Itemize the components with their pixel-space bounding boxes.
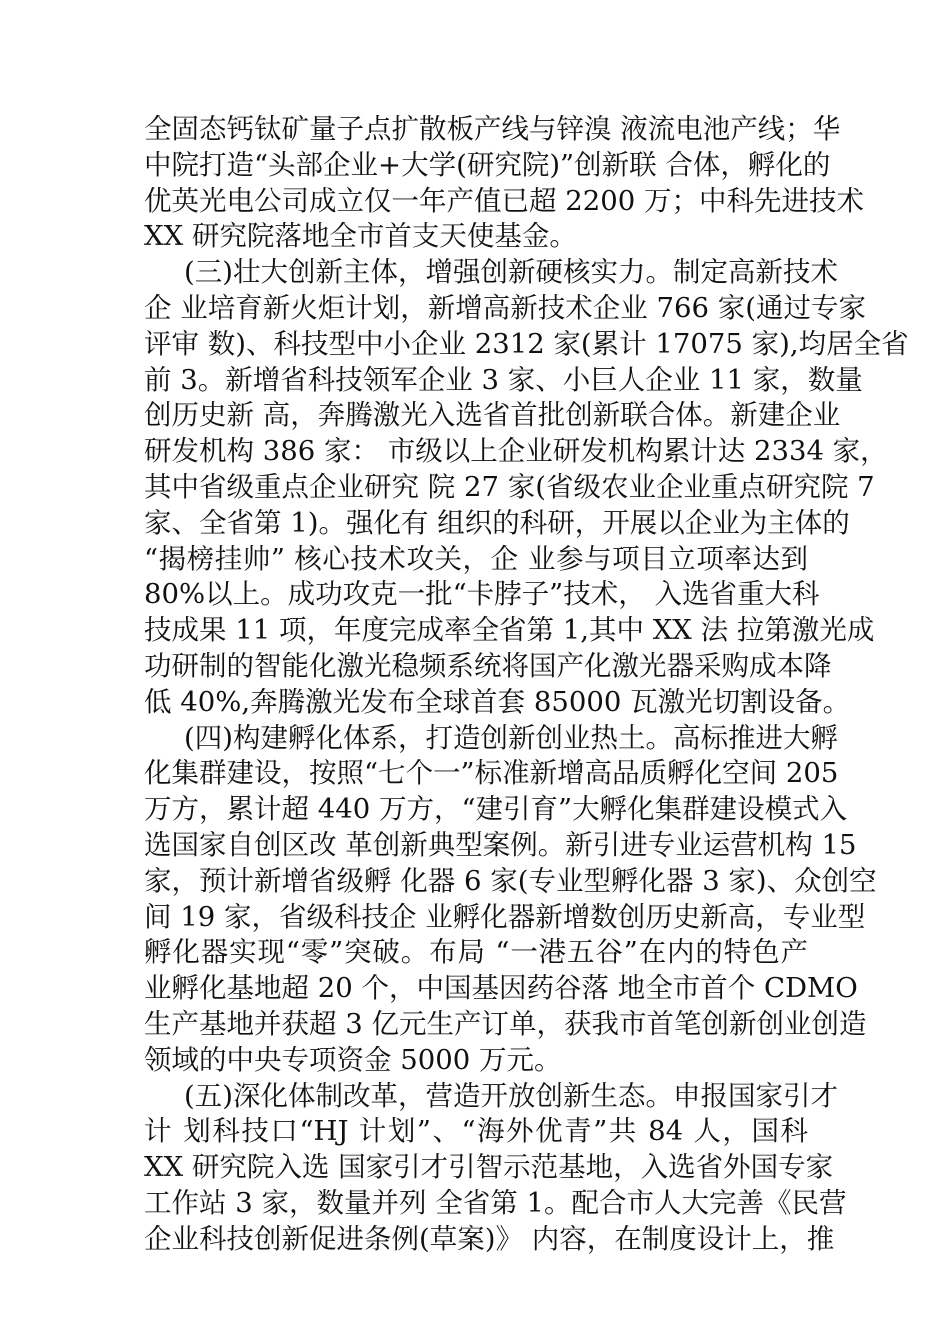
text-line: 中院打造“头部企业+大学(研究院)”创新联 合体，孵化的 [144,148,831,181]
text-line: 生产基地并获超 3 亿元生产订单，获我市首笔创新创业创造 [144,1007,867,1040]
text-line: 间 19 家，省级科技企 业孵化器新增数创历史新高，专业型 [144,900,866,933]
text-line: 评审 数)、科技型中小企业 2312 家(累计 17075 家),均居全省 [144,327,909,360]
text-line: (五)深化体制改革，营造开放创新生态。申报国家引才 [184,1079,838,1112]
text-line: (四)构建孵化体系，打造创新创业热土。高标推进大孵 [184,721,838,754]
text-line: 企业科技创新促进条例(草案)》 内容，在制度设计上，推 [144,1222,835,1255]
text-line: 其中省级重点企业研究 院 27 家(省级农业企业重点研究院 7 [144,470,875,503]
text-line: 领域的中央专项资金 5000 万元。 [144,1043,562,1076]
text-line: 家、全省第 1)。强化有 组织的科研，开展以企业为主体的 [144,506,850,539]
text-line: 前 3。新增省科技领军企业 3 家、小巨人企业 11 家，数量 [144,363,863,396]
text-line: 计 划科技口“HJ 计划”、“海外优青”共 84 人，国科 [144,1115,808,1148]
text-line: “揭榜挂帅” 核心技术攻关，企 业参与项目立项率达到 [144,542,808,575]
text-line: (三)壮大创新主体，增强创新硬核实力。制定高新技术 [184,256,838,289]
text-line: 全固态钙钛矿量子点扩散板产线与锌溴 液流电池产线；华 [144,113,841,145]
text-line: 技成果 11 项，年度完成率全省第 1,其中 XX 法 拉第激光成 [144,614,875,647]
text-line: 企 业培育新火炬计划，新增高新技术企业 766 家(通过专家 [144,291,866,324]
text-line: 选国家自创区改 革创新典型案例。新引进专业运营机构 15 [144,828,857,861]
text-line: XX 研究院入选 国家引才引智示范基地，入选省外国专家 [144,1151,834,1184]
text-line: 孵化器实现“零”突破。布局 “一港五谷”在内的特色产 [144,936,808,969]
text-line: 业孵化基地超 20 个，中国基因药谷落 地全市首个 CDMO [144,972,858,1005]
text-line: 功研制的智能化激光稳频系统将国产化激光器采购成本降 [144,649,832,682]
text-line: 优英光电公司成立仅一年产值已超 2200 万；中科先进技术 [144,184,864,217]
text-line: 万方，累计超 440 万方，“建引育”大孵化集群建设模式入 [144,793,848,826]
text-line: 家，预计新增省级孵 化器 6 家(专业型孵化器 3 家)、众创空 [144,864,877,897]
text-line: 化集群建设，按照“七个一”标准新增高品质孵化空间 205 [144,757,839,790]
text-line: 低 40%,奔腾激光发布全球首套 85000 瓦激光切割设备。 [144,685,851,718]
text-line: XX 研究院落地全市首支天使基金。 [144,220,577,253]
text-line: 80%以上。成功攻克一批“卡脖子”技术， 入选省重大科 [144,578,820,611]
document-body [144,112,909,1258]
text-line: 工作站 3 家，数量并列 全省第 1。配合市人大完善《民营 [144,1186,847,1219]
text-line: 创历史新 高，奔腾激光入选省首批创新联合体。新建企业 [144,399,841,432]
text-line: 研发机构 386 家： 市级以上企业研发机构累计达 2334 家， [144,435,888,468]
